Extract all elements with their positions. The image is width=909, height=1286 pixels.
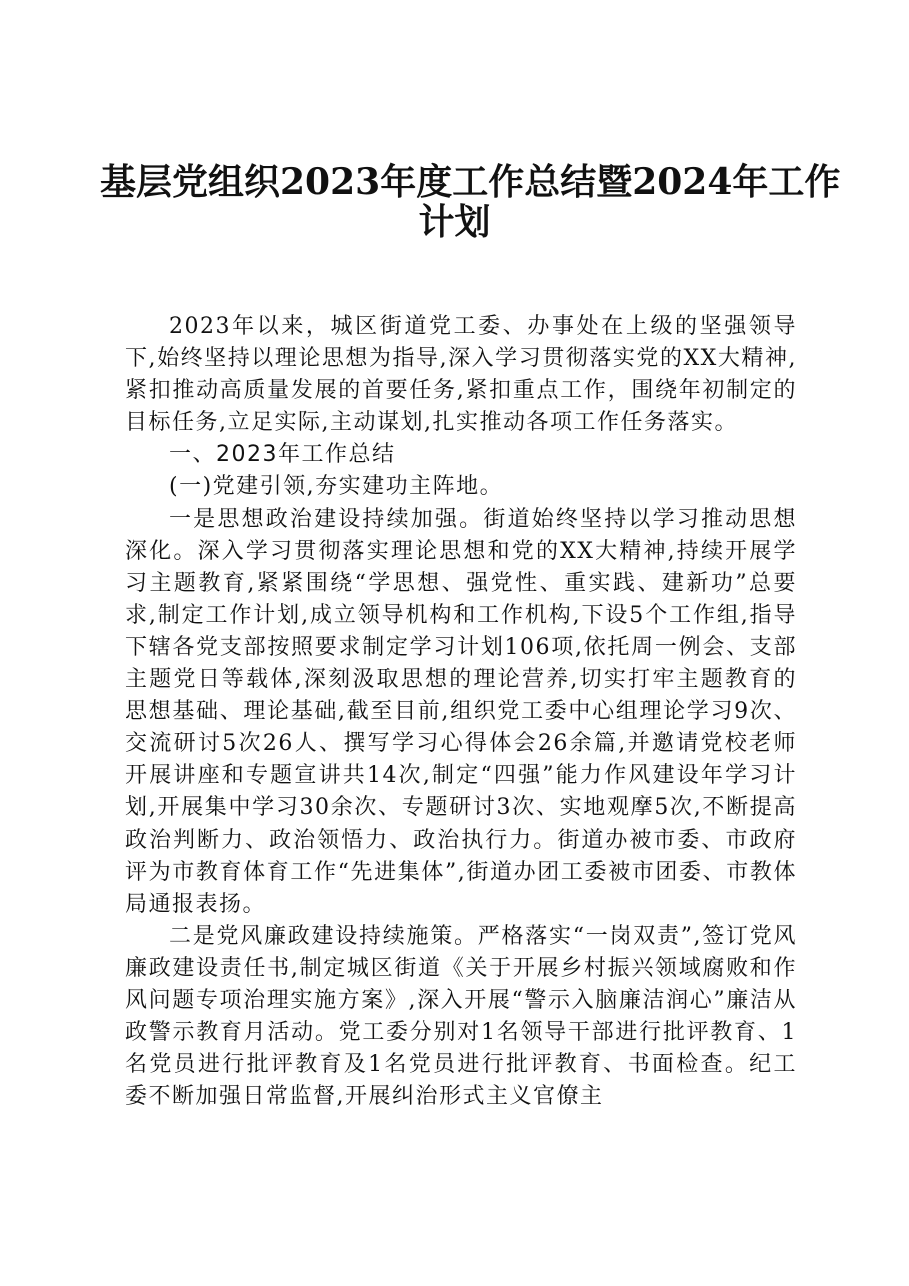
document-body: [125, 311, 797, 1113]
intro-paragraph: 2023年以来，城区街道党工委、办事处在上级的坚强领导下,始终坚持以理论思想为指导,深入学习贯彻落实党的XX大精神,紧扣推动高质量发展的首要任务,紧扣重点工作，围绕年初制定的目标任务,立足实际,主动谋划,扎实推动各项工作任务落实。: [125, 314, 797, 436]
body-paragraph-2: 二是党风廉政建设持续施策。严格落实“一岗双责”,签订党风廉政建设责任书,制定城区街道《关于开展乡村振兴领域腐败和作风问题专项治理实施方案》,深入开展“警示入脑廉洁润心”廉洁从政警示教育月活动。党工委分别对1名领导干部进行批评教育、1名党员进行批评教育及1名党员进行批评教育、书面检查。纪工委不断加强日常监督,开展纠治形式主义官僚主: [125, 923, 797, 1110]
body-paragraph-1: 一是思想政治建设持续加强。街道始终坚持以学习推动思想深化。深入学习贯彻落实理论思想和党的XX大精神,持续开展学习主题教育,紧紧围绕“学思想、强党性、重实践、建新功”总要求,制定工作计划,成立领导机构和工作机构,下设5个工作组,指导下辖各党支部按照要求制定学习计划106项,依托周一例会、支部主题党日等载体,深刻汲取思想的理论营养,切实打牢主题教育的思想基础、理论基础,截至目前,组织党工委中心组理论学习9次、交流研讨5次26人、撰写学习心得体会26余篇,并邀请党校老师开展讲座和专题宣讲共14次,制定“四强”能力作风建设年学习计划,开展集中学习30余次、专题研讨3次、实地观摩5次,不断提高政治判断力、政治领悟力、政治执行力。街道办被市委、市政府评为市教育体育工作“先进集体”,街道办团工委被市团委、市教体局通报表扬。: [125, 506, 797, 917]
document-title-line-1: 基层党组织2023年度工作总结暨2024年工作: [100, 161, 841, 203]
document-title-line-2: 计划: [418, 201, 491, 243]
subsection-heading: (一)党建引领,夯实建功主阵地。: [169, 474, 504, 500]
section-heading: 一、2023年工作总结: [169, 442, 396, 468]
